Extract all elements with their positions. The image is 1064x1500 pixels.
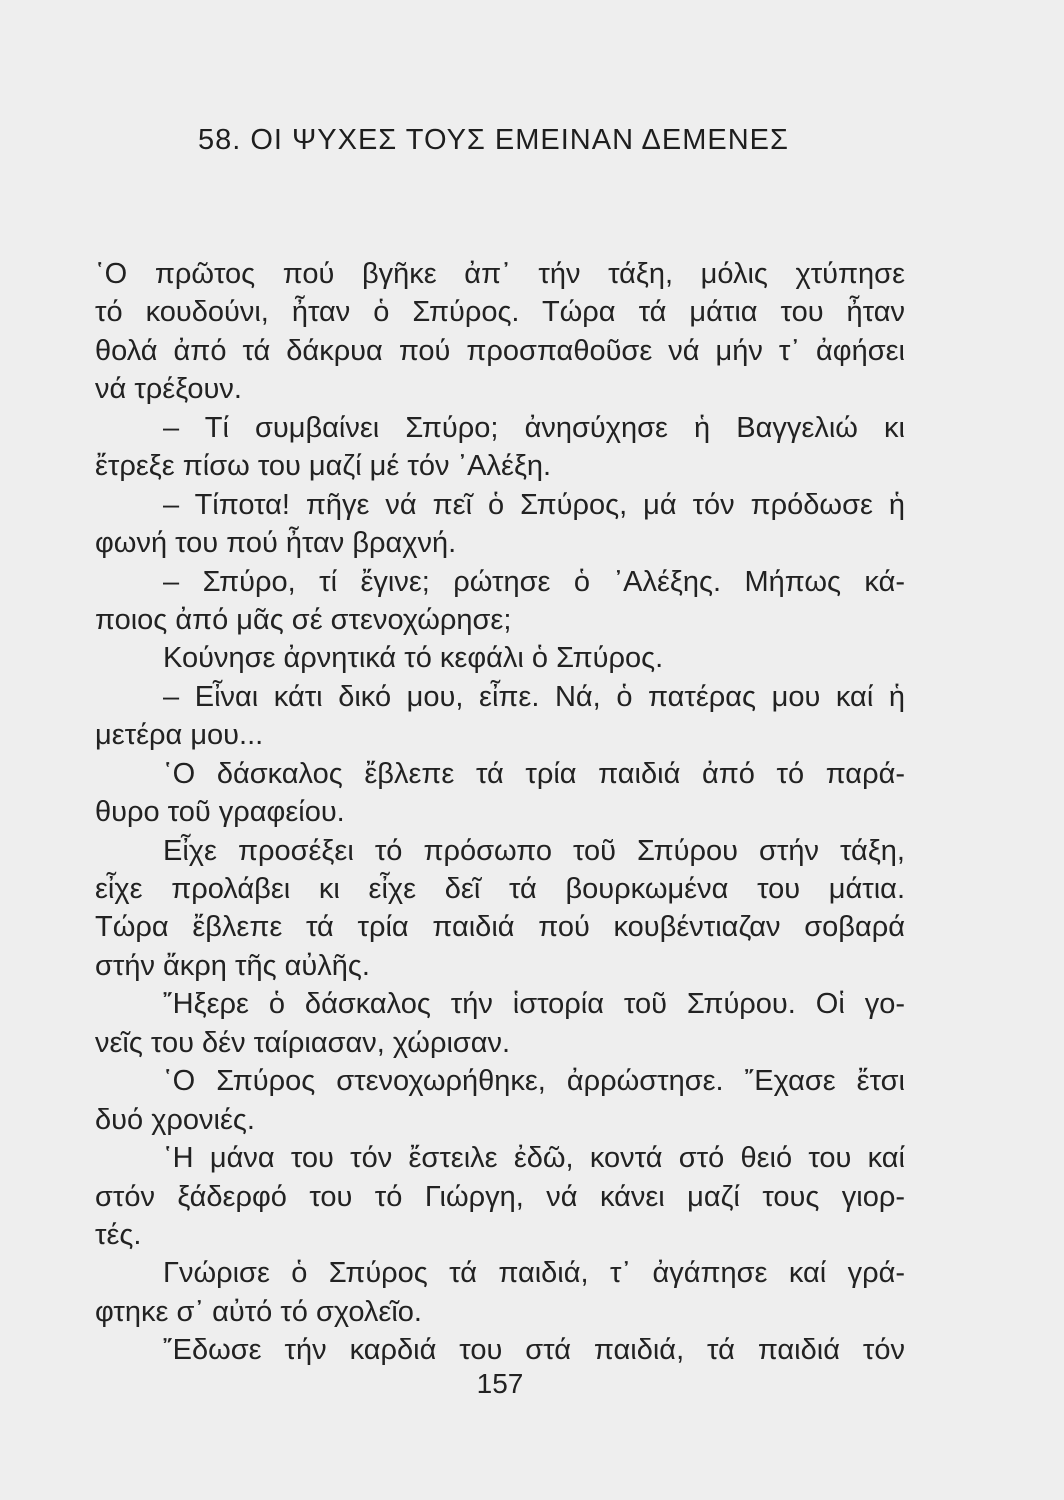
text-line: ῾Ο πρῶτος πού βγῆκε ἀπ᾽ τήν τάξη, μόλις χτύπησε [95, 258, 905, 290]
chapter-title: 58. ΟΙ ΨΥΧΕΣ ΤΟΥΣ ΕΜΕΙΝΑΝ ΔΕΜΕΝΕΣ [198, 124, 789, 156]
text-line: – Τί συμβαίνει Σπύρο; ἀνησύχησε ἡ Βαγγελιώ κι [163, 411, 905, 444]
text-line: θυρο τοῦ γραφείου. [95, 796, 345, 829]
text-line: φτηκε σ᾽ αὐτό τό σχολεῖο. [95, 1295, 422, 1328]
text-line: – Εἶναι κάτι δικό μου, εἶπε. Νά, ὁ πατέρας μου καί ἡ [163, 680, 905, 713]
text-line: – Τίποτα! πῆγε νά πεῖ ὁ Σπύρος, μά τόν πρόδωσε ἡ [163, 488, 905, 521]
text-line: ῎Ηξερε ὁ δάσκαλος τήν ἱστορία τοῦ Σπύρου. Οἱ γο- [163, 988, 905, 1021]
text-line: μετέρα μου... [95, 719, 264, 752]
text-line: ῎Εδωσε τήν καρδιά του στά παιδιά, τά παιδιά τόν [163, 1334, 905, 1367]
text-line: ποιος ἀπό μᾶς σέ στενοχώρησε; [95, 603, 512, 636]
text-line: – Σπύρο, τί ἔγινε; ρώτησε ὁ ᾽Αλέξης. Μήπως κά- [163, 565, 905, 598]
page-number: 157 [476, 1368, 524, 1399]
text-line: στήν ἄκρη τῆς αὐλῆς. [95, 949, 370, 982]
text-line: νά τρέξουν. [95, 373, 242, 406]
text-line: ῾Ο Σπύρος στενοχωρήθηκε, ἀρρώστησε. ῎Εχασε ἔτσι [163, 1065, 905, 1098]
text-line: Εἶχε προσέξει τό πρόσωπο τοῦ Σπύρου στήν τάξη, [163, 834, 905, 867]
text-line: Γνώρισε ὁ Σπύρος τά παιδιά, τ᾽ ἀγάπησε καί γρά- [163, 1257, 905, 1290]
text-line: ῾Ο δάσκαλος ἔβλεπε τά τρία παιδιά ἀπό τό παρά- [163, 757, 905, 790]
text-line: νεῖς του δέν ταίριασαν, χώρισαν. [95, 1026, 511, 1059]
text-line: εἶχε προλάβει κι εἶχε δεῖ τά βουρκωμένα του μάτια. [95, 873, 905, 905]
text-line: θολά ἀπό τά δάκρυα πού προσπαθοῦσε νά μήν τ᾽ ἀφήσει [95, 334, 905, 367]
body-text [95, 255, 905, 1370]
text-line: τό κουδούνι, ἦταν ὁ Σπύρος. Τώρα τά μάτια του ἦταν [95, 296, 905, 329]
text-line: στόν ξάδερφό του τό Γιώργη, νά κάνει μαζί τους γιορ- [95, 1180, 905, 1213]
text-line: τές. [95, 1218, 142, 1251]
text-line: ἔτρεξε πίσω του μαζί μέ τόν ᾽Αλέξη. [95, 450, 552, 483]
text-line: Τώρα ἔβλεπε τά τρία παιδιά πού κουβέντιαζαν σοβαρά [95, 911, 905, 944]
text-line: δυό χρονιές. [95, 1103, 255, 1136]
text-line: ῾Η μάνα του τόν ἔστειλε ἐδῶ, κοντά στό θειό του καί [163, 1142, 905, 1175]
text-line: Κούνησε ἀρνητικά τό κεφάλι ὁ Σπύρος. [163, 642, 664, 675]
text-line: φωνή του πού ἦταν βραχνή. [95, 527, 457, 560]
